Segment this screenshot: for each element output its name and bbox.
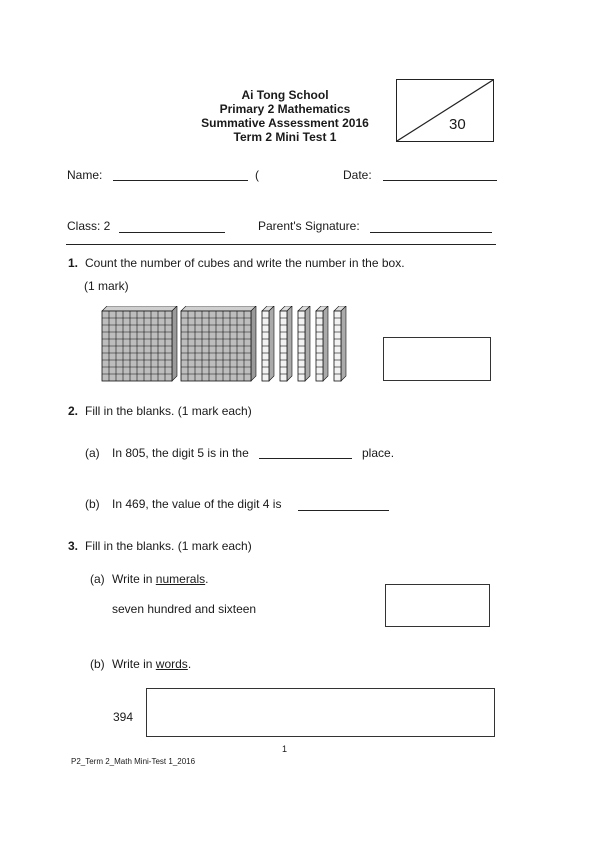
document-header — [150, 88, 420, 144]
q3-text: Fill in the blanks. (1 mark each) — [85, 539, 252, 553]
name-field[interactable] — [113, 180, 248, 181]
q1-marks: (1 mark) — [84, 279, 129, 293]
date-field[interactable] — [383, 180, 497, 181]
signature-field[interactable] — [370, 232, 492, 233]
base-ten-blocks-svg — [100, 306, 360, 382]
q1-text: Count the number of cubes and write the number in the box. — [85, 256, 405, 270]
q2-text: Fill in the blanks. (1 mark each) — [85, 404, 252, 418]
subject-title: Primary 2 Mathematics — [219, 102, 351, 116]
class-label: Class: 2 — [67, 219, 111, 233]
q2-number: 2. — [68, 404, 79, 418]
q3a-instruction — [112, 572, 209, 586]
q3a-prefix: Write in — [112, 572, 153, 586]
q3b-end: . — [187, 657, 192, 671]
ten-rod-block — [334, 306, 346, 381]
q1-answer-box[interactable] — [383, 337, 491, 381]
q2a-answer-blank[interactable] — [259, 458, 352, 459]
q3a-keyword: numerals — [155, 572, 206, 586]
q2a-text: In 805, the digit 5 is in the — [112, 446, 249, 460]
index-open-paren: ( — [255, 168, 259, 182]
name-label: Name: — [67, 168, 103, 182]
ten-rod-block — [280, 306, 292, 381]
q1-number: 1. — [68, 256, 79, 270]
q3a-label: (a) — [90, 572, 105, 586]
q3b-prefix: Write in — [112, 657, 153, 671]
q2b-answer-blank[interactable] — [298, 510, 389, 511]
q3-number: 3. — [68, 539, 79, 553]
q3a-end: . — [205, 572, 209, 586]
date-label: Date: — [343, 168, 372, 182]
base-ten-blocks — [100, 306, 360, 382]
ten-rod-block — [262, 306, 274, 381]
test-title: Term 2 Mini Test 1 — [233, 130, 337, 144]
ten-rod-block — [298, 306, 310, 381]
class-field[interactable] — [119, 232, 225, 233]
school-name: Ai Tong School — [241, 88, 329, 102]
q3a-prompt: seven hundred and sixteen — [112, 602, 257, 616]
page-number: 1 — [282, 744, 288, 754]
hundred-flat-block — [181, 306, 256, 381]
q2a-label: (a) — [85, 446, 100, 460]
document-code: P2_Term 2_Math Mini-Test 1_2016 — [71, 757, 196, 766]
score-box — [396, 79, 494, 142]
q3b-prompt: 394 — [113, 710, 134, 724]
q3b-answer-box[interactable] — [146, 688, 495, 737]
score-total: 30 — [449, 116, 466, 133]
signature-label: Parent's Signature: — [258, 219, 360, 233]
q3b-instruction — [112, 657, 191, 671]
q2b-text: In 469, the value of the digit 4 is — [112, 497, 282, 511]
ten-rod-block — [316, 306, 328, 381]
q3b-label: (b) — [90, 657, 105, 671]
q2b-label: (b) — [85, 497, 100, 511]
score-diagonal-icon — [397, 80, 493, 141]
q2a-suffix: place. — [362, 446, 395, 460]
q3a-answer-box[interactable] — [385, 584, 490, 627]
assessment-title: Summative Assessment 2016 — [201, 116, 369, 130]
q3b-keyword: words — [155, 657, 188, 671]
section-divider — [66, 244, 496, 245]
hundred-flat-block — [102, 306, 177, 381]
